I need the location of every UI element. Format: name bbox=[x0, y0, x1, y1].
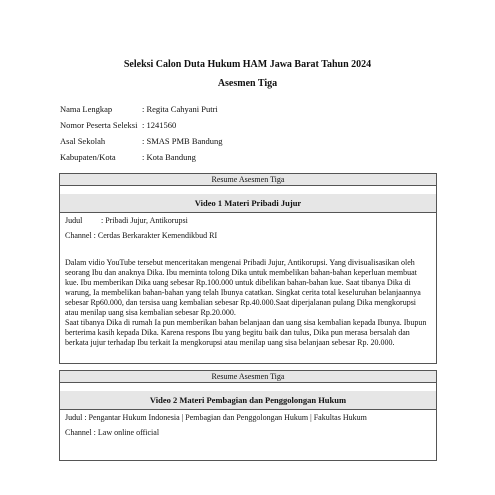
channel-line: Channel : Cerdas Berkarakter Kemendikbud RI bbox=[65, 231, 218, 240]
judul-line bbox=[65, 215, 431, 226]
info-value: : Regita Cahyani Putri bbox=[142, 104, 218, 114]
video-title: Video 1 Materi Pribadi Jujur bbox=[60, 194, 436, 213]
info-row-participant-number bbox=[60, 120, 223, 136]
document-subtitle: Asesmen Tiga bbox=[217, 78, 278, 89]
resume-text bbox=[65, 258, 431, 348]
resume-body bbox=[60, 213, 436, 348]
info-row-name bbox=[60, 104, 223, 120]
video-meta bbox=[65, 412, 431, 438]
info-value: : SMAS PMB Bandung bbox=[142, 136, 223, 146]
resume-box-video-2 bbox=[59, 370, 437, 461]
judul-label: Judul bbox=[65, 216, 83, 225]
participant-info bbox=[60, 104, 223, 168]
video-meta bbox=[65, 215, 431, 241]
channel-line: Channel : Law online official bbox=[65, 428, 160, 437]
info-row-school bbox=[60, 136, 223, 152]
header-spacer bbox=[60, 383, 436, 391]
info-label: Asal Sekolah bbox=[60, 136, 106, 146]
resume-label: Resume Asesmen Tiga bbox=[60, 174, 436, 186]
info-label: Nama Lengkap bbox=[60, 104, 113, 114]
video-title: Video 2 Materi Pembagian dan Penggolongan Hukum bbox=[60, 391, 436, 410]
judul-value: : Pribadi Jujur, Antikorupsi bbox=[101, 216, 188, 225]
info-row-city bbox=[60, 152, 223, 168]
resume-box-video-1 bbox=[59, 173, 437, 364]
resume-label: Resume Asesmen Tiga bbox=[60, 371, 436, 383]
info-label: Nomor Peserta Seleksi bbox=[60, 120, 138, 130]
info-label: Kabupaten/Kota bbox=[60, 152, 116, 162]
info-value: : 1241560 bbox=[142, 120, 177, 130]
resume-paragraph: Dalam vidio YouTube tersebut menceritakan mengenai Pribadi Jujur, Antikorupsi. Yang divisualisasikan oleh seorang Ibu dan anaknya Dika. Ibu meminta tolong Dika untuk membelikan bahan-bahan keperluan membuat kue. Ibu memberikan Dika uang sebesar Rp.100.000 untuk dibelikan bahan-bahan kue. Saat tibanya Dika di warung, Ia membelikan bahan-bahan yang telah Ibunya catatkan. Singkat cerita total keseluruhan belanjaannya sebesar Rp60.000, dan tersisa uang kembalian sebesar Rp.40.000.Saat diperjalanan pulang Dika mengkorupsi atau menilap uang sisa kembalian sebesar Rp.20.000. bbox=[65, 258, 421, 317]
resume-paragraph: Saat tibanya Dika di rumah Ia pun memberikan bahan belanjaan dan uang sisa kembalian kepada Ibunya. Ibupun berterima kasih kepada Dika. Karena respons Ibu yang begitu baik dan tulus, Dika pun merasa bersalah dan berkata jujur terhadap Ibu terkait Ia mengkorupsi atau menilap uang sisa belanjaan sebesar Rp. 20.000. bbox=[65, 318, 427, 347]
judul-line: Judul : Pengantar Hukum Indonesia | Pembagian dan Penggolongan Hukum | Fakultas Hukum bbox=[65, 413, 367, 422]
document-title: Seleksi Calon Duta Hukum HAM Jawa Barat Tahun 2024 bbox=[123, 59, 372, 70]
resume-body bbox=[60, 410, 436, 438]
info-value: : Kota Bandung bbox=[142, 152, 196, 162]
header-spacer bbox=[60, 186, 436, 194]
